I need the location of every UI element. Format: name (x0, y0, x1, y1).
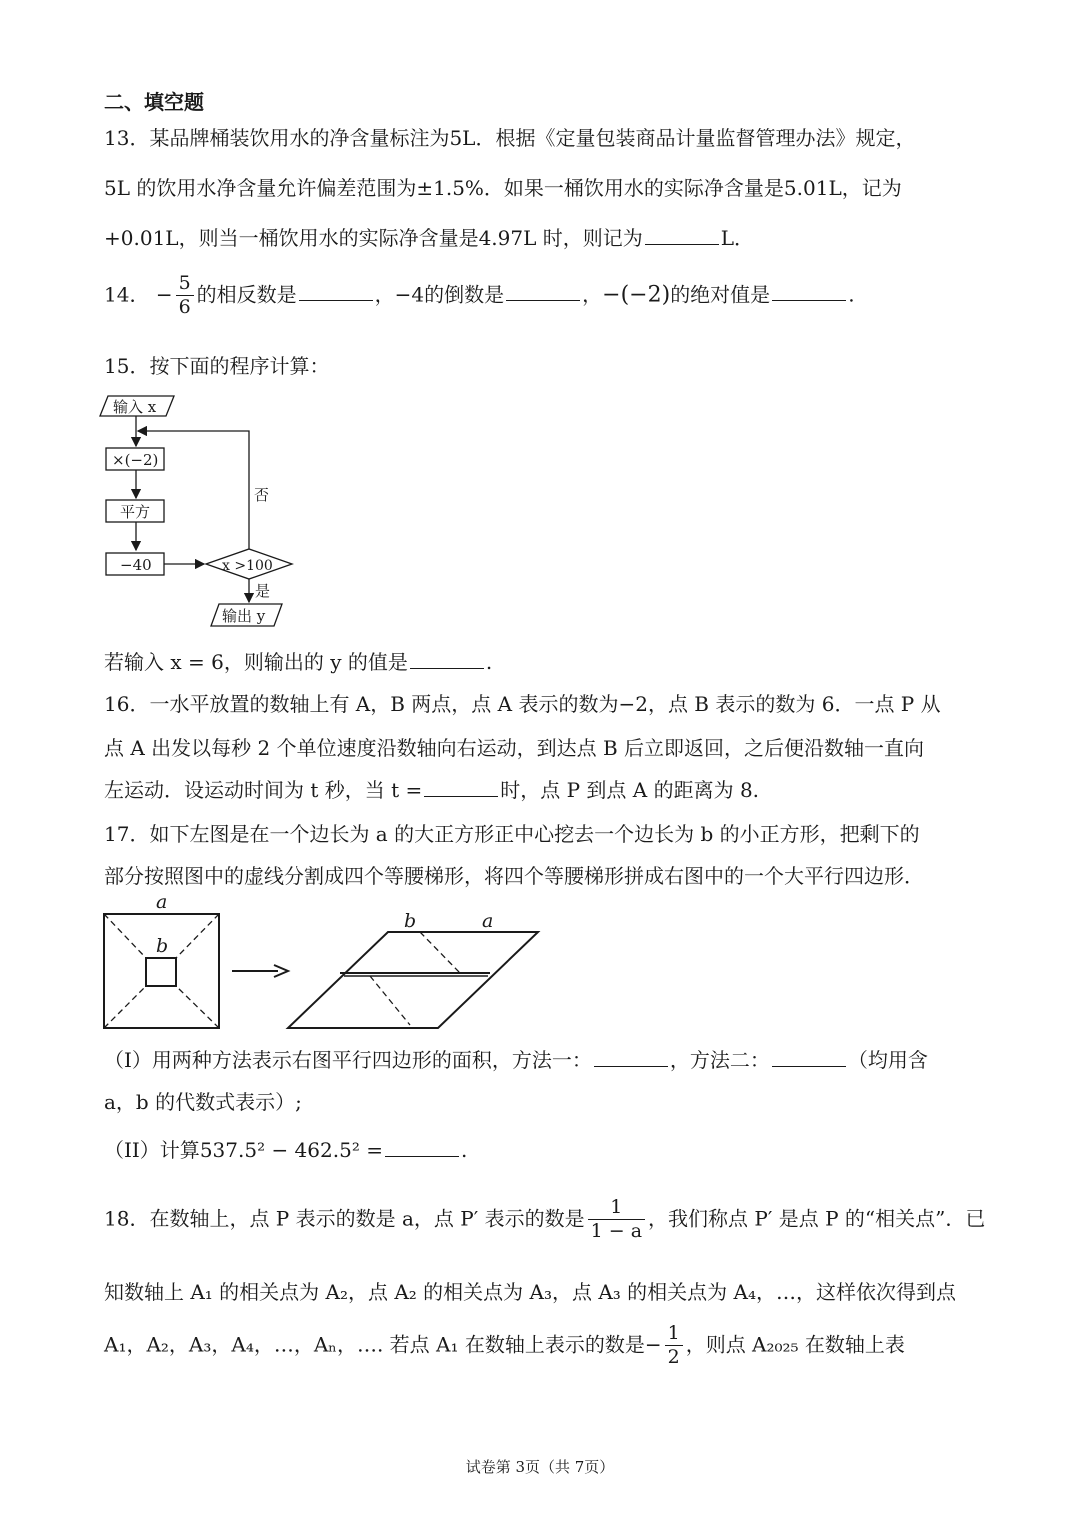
q16-line-3 (104, 780, 759, 800)
q17-line-1: 17．如下左图是在一个边长为 a 的大正方形正中心挖去一个边长为 b 的小正方形，把剩下的 (104, 822, 920, 846)
q15-line-2 (104, 652, 492, 672)
q17-part-2-expression: 537.5² − 462.5² = (199, 1138, 383, 1162)
q17-line-2: 部分按照图中的虚线分割成四个等腰梯形，将四个等腰梯形拼成右图中的一个大平行四边形． (104, 864, 924, 888)
q18-text-2: ，我们称点 P′ 是点 P 的“相关点”．已 (648, 1206, 986, 1231)
q14-end: . (848, 282, 855, 307)
flow-input-label: 输入 x (113, 398, 157, 416)
flow-no-label: 否 (254, 486, 270, 504)
q17-part-2-text: （II）计算 (104, 1138, 200, 1162)
q14-expression: −(−2) (602, 282, 671, 308)
q17-part-2 (104, 1140, 467, 1160)
q17-label-b-left: b (156, 935, 169, 957)
flow-subtract-label: −40 (120, 556, 152, 574)
q14-fraction (176, 272, 194, 320)
q18-fraction-1 (588, 1196, 645, 1244)
q17-method-2-blank[interactable] (772, 1050, 846, 1067)
q14-blank-2[interactable] (506, 284, 580, 301)
q14-minus: − (155, 282, 173, 307)
q18-text-4: ，则点 A₂₀₂₅ 在数轴上表 (685, 1332, 905, 1357)
q16-line-1: 16．一水平放置的数轴上有 A，B 两点，点 A 表示的数为−2，点 B 表示的数为 6．一点 P 从 (104, 692, 941, 716)
q16-text-2: 时，点 P 到点 A 的距离为 8. (500, 778, 760, 802)
q18-text-3: A₁，A₂，A₃，A₄，…，Aₙ，…. 若点 A₁ 在数轴上表示的数是 (104, 1332, 645, 1357)
q18-frac1-denominator: 1 − a (590, 1219, 643, 1242)
q17-small-square (146, 958, 176, 986)
page-footer: 试卷第 3页（共 7页） (465, 1458, 615, 1476)
q17-part-2-blank[interactable] (385, 1140, 459, 1157)
q18-fraction-2 (665, 1322, 683, 1370)
q18-frac2-numerator: 1 (665, 1322, 683, 1346)
q18-frac2-denominator: 2 (667, 1345, 680, 1368)
q17-method-1-blank[interactable] (594, 1050, 668, 1067)
q15-flowchart (98, 390, 308, 635)
q15-answer-blank[interactable] (410, 652, 484, 669)
q17-part-1-text: （I）用两种方法表示右图平行四边形的面积，方法一： (104, 1048, 592, 1072)
q13-line-3-end: L． (720, 226, 755, 250)
q14-blank-1[interactable] (299, 284, 373, 301)
q13-answer-blank[interactable] (645, 228, 719, 245)
q18-minus: − (644, 1332, 662, 1357)
q13-line-3-text: +0.01L，则当一桶饮用水的实际净含量是4.97L 时，则记为 (104, 226, 643, 250)
q17-figure (98, 894, 548, 1034)
q15-line-1: 15．按下面的程序计算： (104, 354, 330, 378)
flow-condition-label: x >100 (222, 558, 273, 574)
flow-yes-label: 是 (255, 582, 271, 600)
q14-text-1: 的相反数是 (196, 282, 297, 307)
q18-line-2: 知数轴上 A₁ 的相关点为 A₂，点 A₂ 的相关点为 A₃，点 A₃ 的相关点为 A₄，…，这样依次得到点 (104, 1280, 956, 1304)
q16-answer-blank[interactable] (424, 780, 498, 797)
q16-text-1: 左运动．设运动时间为 t 秒，当 t = (104, 778, 423, 802)
q15-question-text: 若输入 x = 6，则输出的 y 的值是 (104, 650, 408, 674)
flow-multiply-label: ×(−2) (112, 451, 159, 469)
q15-end: . (485, 650, 493, 674)
q17-part-1-text-2: ，方法二： (669, 1048, 770, 1072)
q14-text-4: 的绝对值是 (670, 282, 771, 307)
q18-frac1-numerator: 1 (588, 1196, 645, 1220)
q16-line-2: 点 A 出发以每秒 2 个单位速度沿数轴向右运动，到达点 B 后立即返回，之后便沿数轴一直向 (104, 736, 925, 760)
q17-label-b-right: b (404, 910, 417, 932)
q13-line-2: 5L 的饮用水净含量允许偏差范围为±1.5%．如果一桶饮用水的实际净含量是5.01L，记为 (104, 176, 902, 200)
q14-frac-denominator: 6 (178, 295, 191, 318)
q13-line-3 (104, 228, 754, 248)
flow-square-label: 平方 (120, 503, 151, 521)
q14-blank-3[interactable] (772, 284, 846, 301)
q14-line (104, 272, 855, 320)
flow-output-label: 输出 y (222, 607, 266, 625)
q17-label-a-right: a (482, 910, 494, 932)
q17-label-a-left: a (156, 894, 168, 913)
q17-part-1-text-3: （均用含 (847, 1048, 928, 1072)
q14-text-2: ，−4的倒数是 (374, 282, 505, 307)
q14-number: 14． (104, 282, 150, 307)
q18-line-1 (104, 1196, 985, 1244)
q17-parallelogram (288, 932, 538, 1028)
flow-loop-line (138, 431, 249, 549)
q14-text-3: ， (582, 282, 603, 307)
q17-part-2-end: . (460, 1138, 468, 1162)
q14-frac-numerator: 5 (176, 272, 194, 296)
section-title: 二、填空题 (104, 90, 204, 114)
q18-text-1: 18．在数轴上，点 P 表示的数是 a，点 P′ 表示的数是 (104, 1206, 585, 1231)
q17-part-1 (104, 1050, 928, 1070)
q13-line-1: 13．某品牌桶装饮用水的净含量标注为5L．根据《定量包装商品计量监督管理办法》规定， (104, 126, 916, 150)
q18-line-3 (104, 1322, 905, 1370)
q17-part-1-cont: a，b 的代数式表示）; (104, 1090, 302, 1114)
